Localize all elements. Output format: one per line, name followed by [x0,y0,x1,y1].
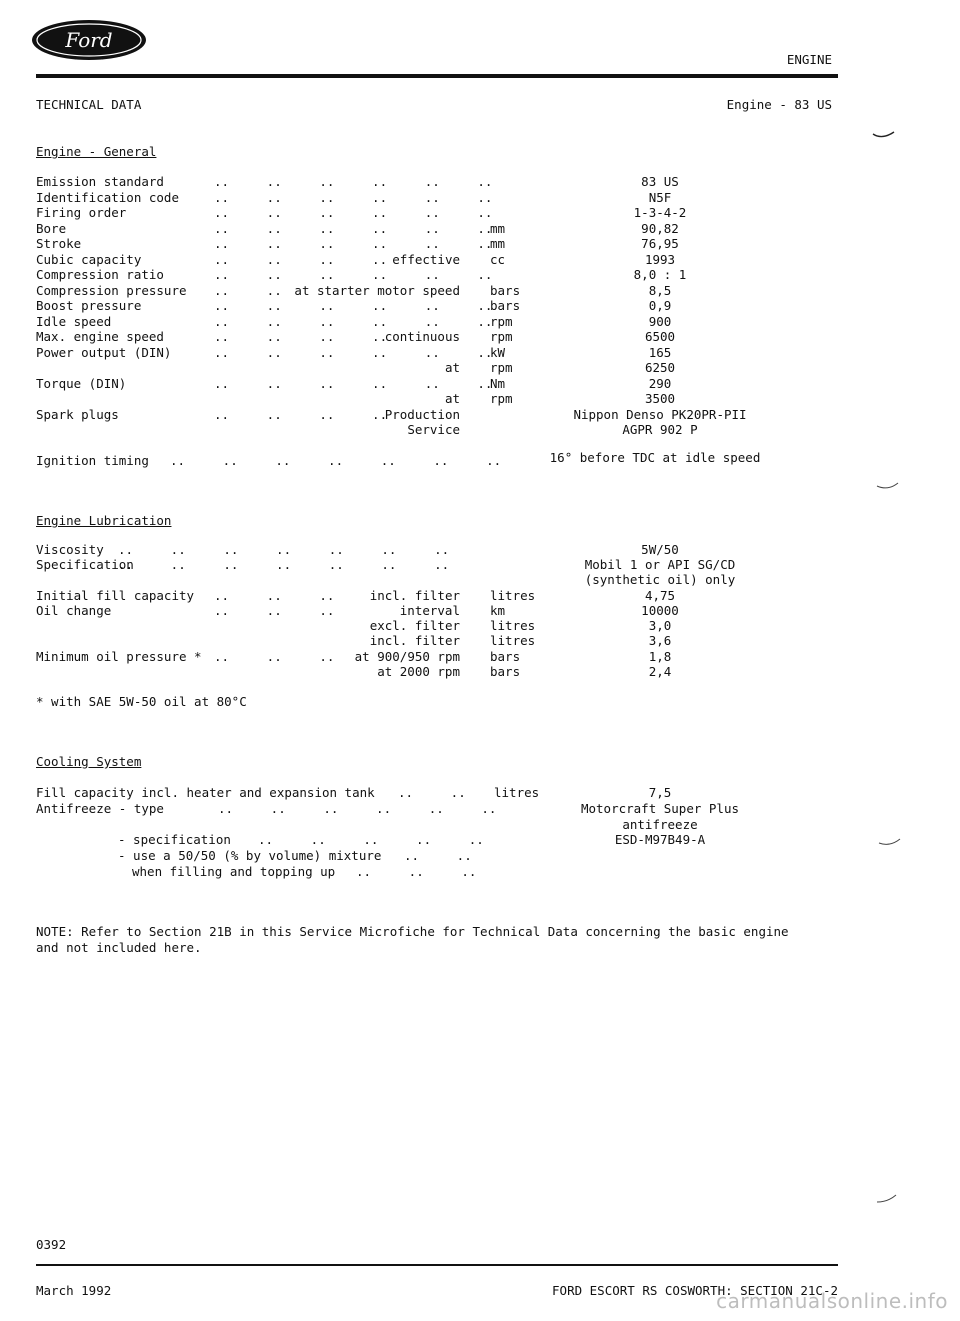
lubrication-qualifier: incl. filter [369,633,460,648]
lubrication-value: Mobil 1 or API SG/CD [584,557,736,572]
antifreeze-dots: .. .. .. .. .. .. [218,801,497,816]
general-unit: rpm [490,360,513,375]
lubrication-qualifier: incl. filter [369,588,460,603]
lubrication-label: Initial fill capacity [36,588,195,603]
fill-dots: .. .. [398,785,466,800]
lubrication-label: Minimum oil pressure * [36,649,202,664]
footer-publication: FORD ESCORT RS COSWORTH: SECTION 21C-2 [552,1283,838,1298]
lubrication-unit: km [490,603,506,618]
leader-dots: .. .. .. .. .. .. [214,344,493,360]
when-label: when filling and topping up [132,864,336,879]
leader-dots: .. .. .. [214,649,335,664]
general-unit: bars [490,282,521,298]
watermark: carmanualsonline.info [716,1289,948,1313]
leader-dots: .. .. .. .. [214,329,388,344]
general-value: 76,95 [641,236,679,251]
general-value: 1993 [644,251,676,267]
spec-dots: .. .. .. .. .. [258,832,484,847]
general-value: N5F [648,189,672,205]
technical-data-title: TECHNICAL DATA [36,97,142,112]
lubrication-value: 3,6 [648,633,672,648]
ignition-dots: .. .. .. .. .. .. .. [170,453,502,468]
leader-dots: .. .. .. .. .. .. [214,298,493,313]
section-label: ENGINE [786,52,832,67]
page-code: 0392 [36,1237,67,1252]
general-qualifier: at starter motor speed [294,282,460,298]
general-label: Spark plugs [36,406,119,422]
general-value: 90,82 [641,220,679,236]
ignition-value: 16° before TDC at idle speed [549,450,761,465]
lubrication-value: 4,75 [644,588,676,603]
leader-dots: .. .. .. [214,603,335,618]
lubrication-qualifier: excl. filter [369,618,460,633]
ford-logo [30,18,148,62]
general-unit: mm [490,236,506,251]
general-unit: bars [490,298,521,313]
general-unit: cc [490,251,506,267]
antifreeze-label: Antifreeze - type [36,801,164,816]
general-label: Cubic capacity [36,251,142,267]
general-unit: Nm [490,375,506,391]
leader-dots: .. .. .. .. [214,251,388,267]
lubrication-unit: bars [490,649,521,664]
leader-dots: .. .. [214,282,282,298]
general-qualifier: Service [407,422,460,437]
header-rule [36,74,838,78]
general-value: 0,9 [648,298,672,313]
general-value: 1-3-4-2 [633,205,687,220]
margin-mark [876,482,900,492]
lubrication-value: 2,4 [648,664,672,679]
lubrication-value: 1,8 [648,649,672,664]
lubrication-qualifier: at 900/950 rpm [354,649,460,664]
fill-value: 7,5 [648,785,672,800]
leader-dots: .. .. .. .. .. .. [214,313,493,329]
lubrication-unit: litres [490,618,536,633]
leader-dots: .. .. .. .. .. .. [214,174,493,189]
general-unit: rpm [490,329,513,344]
lubrication-value: 3,0 [648,618,672,633]
general-value: 3500 [644,391,676,406]
general-value: 900 [648,313,672,329]
general-value: 6250 [644,360,676,375]
lubrication-label: Oil change [36,603,112,618]
leader-dots: .. .. .. .. .. .. [214,220,493,236]
leader-dots: .. .. .. .. .. .. [214,267,493,282]
lubrication-qualifier: at 2000 rpm [377,664,460,679]
general-label: Identification code [36,189,179,205]
leader-dots: .. .. .. .. [214,406,388,422]
lubrication-label: Specification [36,557,134,572]
leader-dots: .. .. .. [214,588,335,603]
lubrication-footnote: * with SAE 5W-50 oil at 80°C [36,694,247,709]
antifreeze-value-2: antifreeze [622,817,698,832]
leader-dots: .. .. .. .. .. .. [214,189,493,205]
lubrication-qualifier: interval [399,603,460,618]
ignition-label: Ignition timing [36,453,149,468]
use-dots: .. .. [404,848,472,863]
general-qualifier: effective [392,251,460,267]
general-qualifier: at [444,360,460,375]
leader-dots: .. .. .. .. .. .. .. [118,557,450,572]
leader-dots: .. .. .. .. .. .. .. [118,542,450,557]
general-value: 8,5 [648,282,672,298]
general-label: Compression ratio [36,267,164,282]
lubrication-value: 10000 [641,603,679,618]
general-label: Torque (DIN) [36,375,127,391]
general-label: Power output (DIN) [36,344,172,360]
general-label: Boost pressure [36,298,142,313]
when-dots: .. .. .. [356,864,477,879]
general-label: Max. engine speed [36,329,164,344]
lubrication-heading: Engine Lubrication [36,513,172,528]
general-label: Firing order [36,205,127,220]
leader-dots: .. .. .. .. .. .. [214,375,493,391]
engine-general-heading: Engine - General [36,144,157,159]
general-value: AGPR 902 P [622,422,698,437]
lubrication-unit: litres [490,633,536,648]
general-qualifier: continuous [384,329,460,344]
general-value: Nippon Denso PK20PR-PII [573,406,747,422]
general-label: Compression pressure [36,282,187,298]
general-qualifier: Production [384,406,460,422]
general-value: 290 [648,375,672,391]
note-line-1: NOTE: Refer to Section 21B in this Service Microfiche for Technical Data concerning the basic engine [36,924,789,939]
general-qualifier: at [444,391,460,406]
general-unit: kW [490,344,506,360]
footer-date: March 1992 [36,1283,112,1298]
lubrication-unit: bars [490,664,521,679]
lubrication-label: Viscosity [36,542,104,557]
cooling-heading: Cooling System [36,754,142,769]
general-unit: rpm [490,313,513,329]
general-label: Emission standard [36,174,164,189]
lubrication-unit: litres [490,588,536,603]
general-label: Idle speed [36,313,112,329]
general-label: Stroke [36,236,82,251]
spec-label: - specification [118,832,231,847]
general-label: Bore [36,220,67,236]
margin-mark [878,838,902,848]
antifreeze-value-1: Motorcraft Super Plus [580,801,740,816]
note-line-2: and not included here. [36,940,202,955]
general-unit: rpm [490,391,513,406]
margin-mark [872,131,896,141]
general-value: 6500 [644,329,676,344]
leader-dots: .. .. .. .. .. .. [214,205,493,220]
footer-rule [36,1264,838,1266]
margin-mark [876,1194,900,1204]
general-unit: mm [490,220,506,236]
logo-text: Ford [65,28,113,52]
fill-unit: litres [494,785,540,800]
general-value: 165 [648,344,672,360]
lubrication-value: 5W/50 [641,542,679,557]
general-value: 83 US [641,174,679,189]
lubrication-value: (synthetic oil) only [584,572,736,587]
fill-capacity-label: Fill capacity incl. heater and expansion tank [36,785,375,800]
antifreeze-value-3: ESD-M97B49-A [614,832,706,847]
leader-dots: .. .. .. .. .. .. [214,236,493,251]
use-label: - use a 50/50 (% by volume) mixture [118,848,382,863]
general-value: 8,0 : 1 [633,267,687,282]
engine-variant: Engine - 83 US [726,97,832,112]
